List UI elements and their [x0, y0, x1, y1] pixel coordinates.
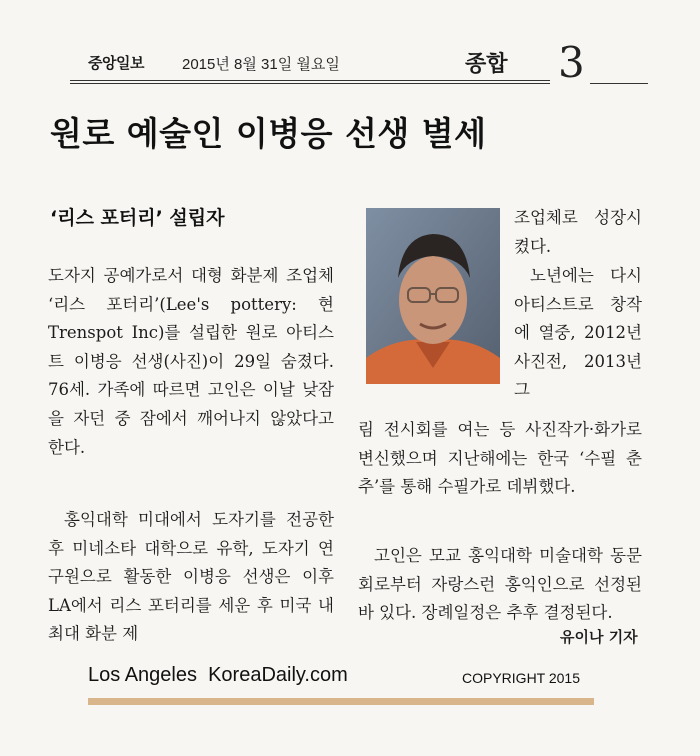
- article-paragraph-1: 도자지 공예가로서 대형 화분제 조업체 ‘리스 포터리’(Lee's pottery: 현 Trenspot Inc)를 설립한 원로 아티스트 이병응 선생(사진)이 29일 숨졌다. 76세. 가족에 따르면 고인은 이날 낮잠을 자던 중 잠에서 깨어나지 않았다고 한다.: [48, 266, 334, 457]
- portrait-photo: [366, 208, 500, 384]
- page-number-underline: [590, 83, 648, 84]
- article-headline: 원로 예술인 이병응 선생 별세: [50, 114, 487, 153]
- reporter-byline: 유이나 기자: [560, 628, 638, 646]
- section-label: 종합: [465, 52, 508, 77]
- footer-copyright: COPYRIGHT 2015: [462, 670, 581, 686]
- article-subhead: ‘리스 포터리’ 설립자: [50, 207, 225, 229]
- article-right-column-1: 조업체로 성장시켰다.: [514, 208, 642, 256]
- newspaper-masthead: 중앙일보: [88, 54, 144, 72]
- article-right-column-4: 고인은 모교 홍익대학 미술대학 동문회로부터 자랑스런 홍익인으로 선정된 바 있다. 장례일정은 추후 결정된다.: [358, 546, 642, 623]
- page-header: [70, 38, 648, 92]
- issue-date: 2015년 8월 31일 월요일: [182, 56, 340, 73]
- article-paragraph-2: 홍익대학 미대에서 도자기를 전공한 후 미네소타 대학으로 유학, 도자기 연구원으로 활동한 이병응 선생은 이후 LA에서 리스 포터리를 세운 후 미국 내 최대 화분 제: [48, 510, 334, 644]
- footer-color-bar: [88, 698, 594, 705]
- page-number: 3: [558, 38, 585, 87]
- portrait-photo-image: [366, 208, 500, 384]
- article-right-column-3: 림 전시회를 여는 등 사진작가·화가로 변신했으며 지난해에는 한국 ‘수필 춘추’를 통해 수필가로 데뷔했다.: [358, 420, 642, 497]
- article-right-column-2: 노년에는 다시 아티스트로 창작에 열중, 2012년 사진전, 2013년 그: [514, 266, 642, 400]
- footer-website: Los Angeles KoreaDaily.com: [88, 664, 348, 686]
- header-rule: [70, 80, 550, 84]
